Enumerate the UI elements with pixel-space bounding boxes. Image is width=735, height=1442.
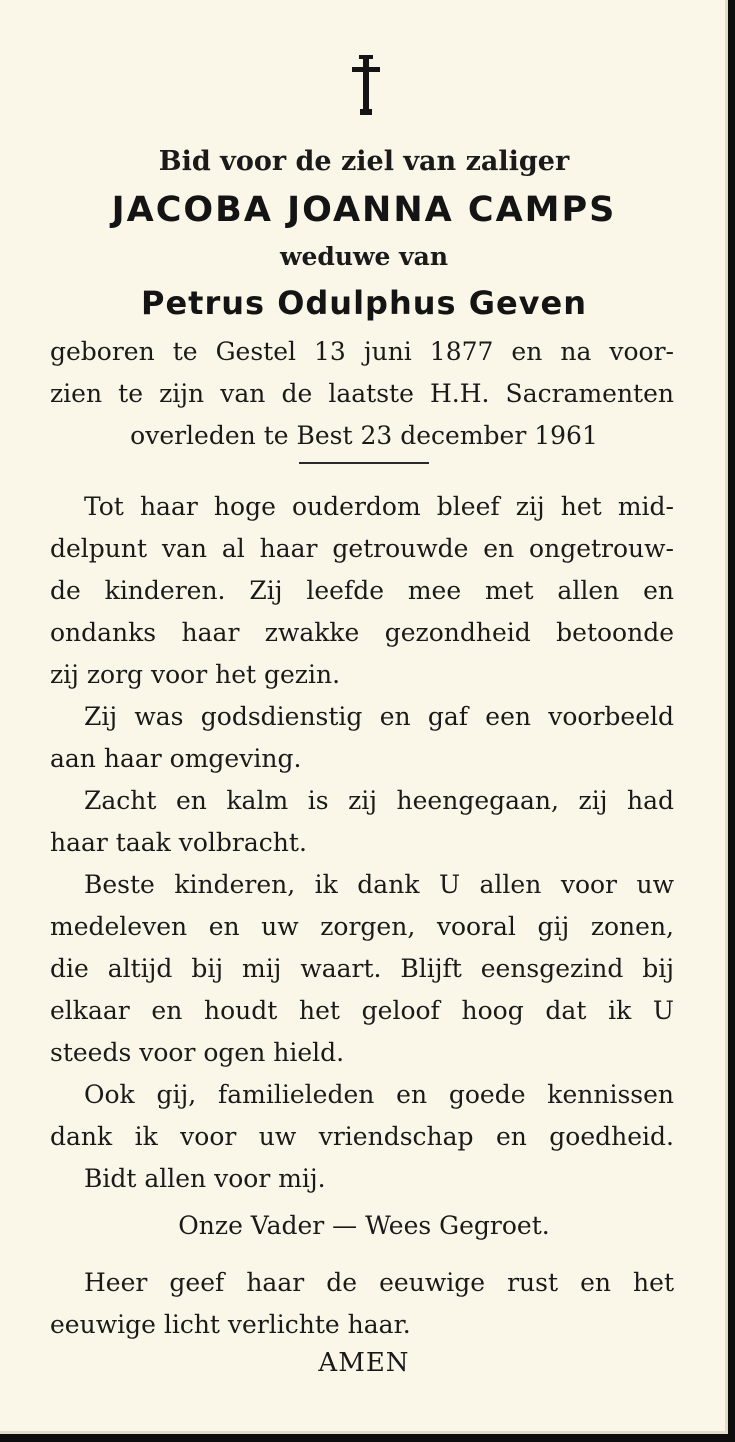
bio-line: geboren te Gestel 13 juni 1877 en na voor- xyxy=(50,337,674,366)
husband-name: Petrus Odulphus Geven xyxy=(140,284,588,322)
body-line: ondanks haar zwakke gezondheid betoonde xyxy=(50,618,674,647)
body-line: delpunt van al haar getrouwde en ongetrouw- xyxy=(50,534,674,563)
body-line: dank ik voor uw vriendschap en goedheid. xyxy=(50,1122,674,1151)
body-line: Tot haar hoge ouderdom bleef zij het mid- xyxy=(84,492,674,521)
deceased-name: JACOBA JOANNA CAMPS xyxy=(111,190,617,230)
body-line: haar taak volbracht. xyxy=(50,828,307,857)
closing-line: eeuwige licht verlichte haar. xyxy=(50,1310,411,1339)
body-line: zij zorg voor het gezin. xyxy=(50,660,341,689)
divider-line xyxy=(299,462,429,464)
body-line: steeds voor ogen hield. xyxy=(50,1038,345,1067)
widow-of-text: weduwe van xyxy=(279,242,449,271)
amen-text: AMEN xyxy=(318,1348,410,1378)
bio-line: overleden te Best 23 december 1961 xyxy=(130,421,598,450)
bio-line: zien te zijn van de laatste H.H. Sacramenten xyxy=(50,379,674,408)
scan-edge-right xyxy=(728,0,735,1442)
cross-icon xyxy=(349,55,383,115)
closing-line: Heer geef haar de eeuwige rust en het xyxy=(84,1268,674,1297)
body-line: Beste kinderen, ik dank U allen voor uw xyxy=(84,870,674,899)
intro-text: Bid voor de ziel van zaliger xyxy=(158,146,570,177)
body-line: Zacht en kalm is zij heengegaan, zij had xyxy=(84,786,674,815)
body-line: aan haar omgeving. xyxy=(50,744,302,773)
body-line: Ook gij, familieleden en goede kennissen xyxy=(84,1080,674,1109)
body-line: Zij was godsdienstig en gaf een voorbeeld xyxy=(84,702,674,731)
body-line: die altijd bij mij waart. Blijft eensgezind bij xyxy=(50,954,674,983)
body-line: elkaar en houdt het geloof hoog dat ik U xyxy=(50,996,674,1025)
body-line: de kinderen. Zij leefde mee met allen en xyxy=(50,576,674,605)
body-line: medeleven en uw zorgen, vooral gij zonen, xyxy=(50,912,674,941)
scan-edge-bottom xyxy=(0,1434,735,1442)
prayers-text: Onze Vader — Wees Gegroet. xyxy=(178,1211,550,1240)
body-line: Bidt allen voor mij. xyxy=(84,1164,326,1193)
